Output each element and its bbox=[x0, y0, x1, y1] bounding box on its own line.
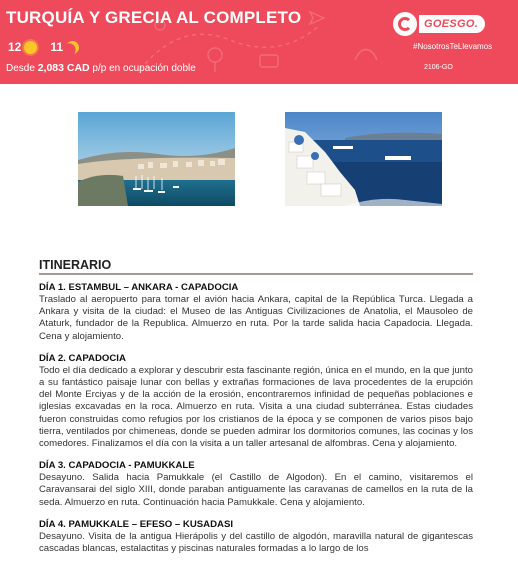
day-description: Desayuno. Visita de la antigua Hierápolis y del castillo de algodón, maravilla natural de gigantescas cascadas blancas, estalactitas y piscinas naturales formadas a lo largo de los bbox=[39, 530, 473, 555]
itinerary-day bbox=[39, 460, 473, 509]
price-suffix: p/p en ocupación doble bbox=[92, 63, 196, 74]
days-count: 12 bbox=[8, 40, 22, 54]
heading-divider bbox=[39, 273, 473, 275]
duration-stats bbox=[8, 40, 79, 54]
logo-text: GOESGO. bbox=[419, 15, 485, 33]
tour-title: TURQUÍA Y GRECIA AL COMPLETO bbox=[6, 8, 302, 27]
nights-count: 11 bbox=[50, 40, 64, 54]
day-title: DÍA 1. ESTAMBUL – ANKARA - CAPADOCIA bbox=[39, 282, 239, 293]
day-title: DÍA 2. CAPADOCIA bbox=[39, 352, 126, 364]
price-prefix: Desde bbox=[6, 63, 35, 74]
price-value: 2,083 CAD bbox=[37, 62, 90, 74]
coastal-city-photo bbox=[78, 112, 235, 206]
hashtag: #NosotrosTeLlevamos bbox=[413, 42, 493, 51]
day-description: Traslado al aeropuerto para tomar el avión hacia Ankara, capital de la República Turca. Llegada a Ankara y visita de la ciudad: el Museo de las Antiguas Civilizaciones de Anatolia, el Mausoleo de Ataturk, fundador de la Republica. Almuerzo en ruta. Por la tarde salida hacia Capadocia. Llegada. Cena y alojamiento. bbox=[39, 294, 473, 342]
day-description: Desayuno. Salida hacia Pamukkale (el Castillo de Algodon). En el camino, visitaremos el Caravansarai del siglo XIII, donde paraban antiguamente las caravanas de camellos en la ruta de la seda. Almuerzo en ruta. Continuación hacia Pamukkale. Cena y alojamiento. bbox=[39, 472, 473, 508]
moon-icon bbox=[64, 39, 81, 56]
itinerary-day bbox=[39, 353, 473, 450]
day-title: DÍA 4. PAMUKKALE – EFESO – KUSADASI bbox=[39, 518, 234, 530]
header-banner bbox=[0, 0, 518, 84]
sun-icon bbox=[24, 41, 37, 54]
price-line bbox=[6, 62, 196, 74]
itinerary-day bbox=[39, 282, 473, 343]
day-description: Todo el día dedicado a explorar y descubrir esta fascinante región, única en el mundo, en la que junto a su fantástico paisaje lunar con bellas y extrañas formaciones de lava procedentes de la erupción del Monte Erciyas y de la acción de la erosión, encontraremos infinidad de pequeñas poblaciones e iglesias excavadas en la roca. Almuerzo en ruta. Visita a una ciudad subterránea. Estas ciudades fueron construidas como refugios por los cristianos de la época y se componen de varios pisos bajo tierra, ventilados por chimeneas, donde se pueden admirar los dormitorios comunes, las cocinas y los comedores. Finalizamos el día con la visita a un taller artesanal de alfombras. Cena y alojamiento. bbox=[39, 364, 473, 450]
tour-code: 2106-GO bbox=[424, 64, 453, 71]
itinerary-day bbox=[39, 519, 473, 555]
logo-mark-icon bbox=[393, 12, 417, 36]
itinerary-list bbox=[39, 282, 473, 565]
santorini-cruise-photo bbox=[285, 112, 442, 206]
goesgo-logo bbox=[393, 11, 485, 37]
day-title: DÍA 3. CAPADOCIA - PAMUKKALE bbox=[39, 460, 195, 472]
itinerary-heading: ITINERARIO bbox=[39, 258, 112, 272]
